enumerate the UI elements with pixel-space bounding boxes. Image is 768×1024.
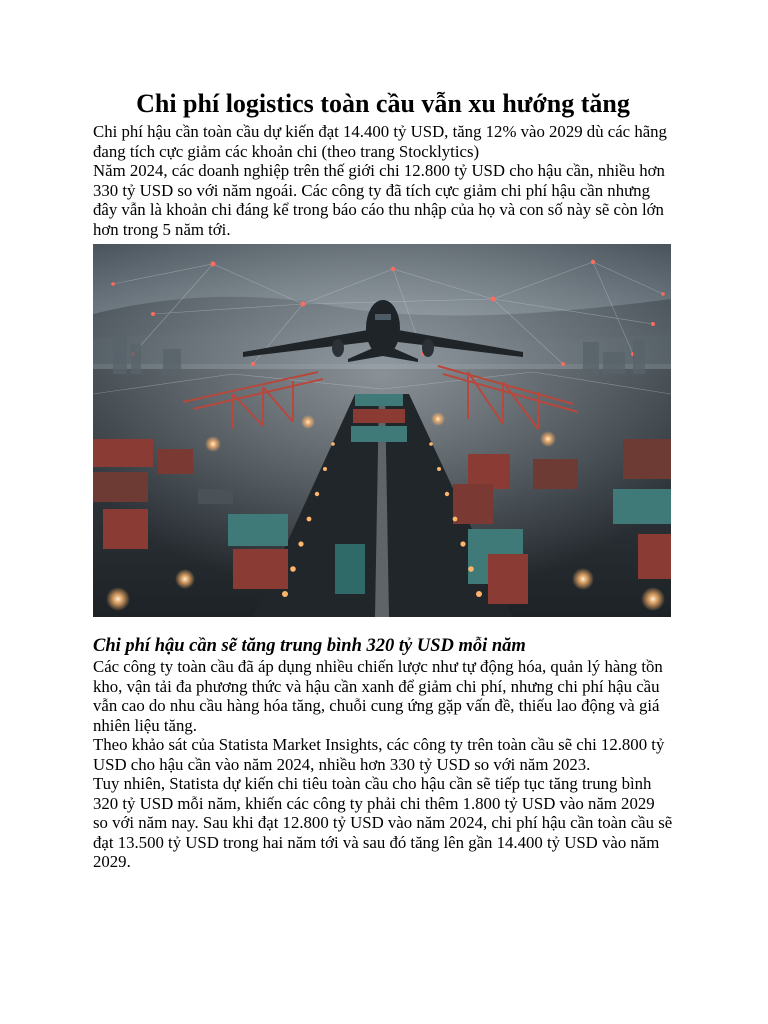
intro-paragraph-2: Năm 2024, các doanh nghiệp trên thế giới chi 12.800 tỷ USD cho hậu cần, nhiều hơn 330 tỷ USD so với năm ngoái. Các công ty đã tích cực giảm chi phí hậu cần nhưng đây vẫn là khoản chi đáng kể trong báo cáo thu nhập của họ và con số này sẽ còn lớn hơn trong 5 năm tới. [93, 161, 665, 239]
body-paragraph-3: Tuy nhiên, Statista dự kiến chi tiêu toàn cầu cho hậu cần sẽ tiếp tục tăng trung bình 320 tỷ USD mỗi năm, khiến các công ty phải chi thêm 1.800 tỷ USD vào năm 2029 so với năm nay. Sau khi đạt 12.800 tỷ USD vào năm 2024, chi phí hậu cần toàn cầu sẽ đạt 13.500 tỷ USD trong hai năm tới và sau đó tăng lên gần 14.400 tỷ USD vào năm 2029. [93, 774, 673, 871]
section-subheading: Chi phí hậu cần sẽ tăng trung bình 320 tỷ USD mỗi năm [93, 636, 526, 656]
intro-paragraph-1: Chi phí hậu cần toàn cầu dự kiến đạt 14.400 tỷ USD, tăng 12% vào 2029 dù các hãng đang tích cực giảm các khoản chi (theo trang Stocklytics) [93, 122, 667, 161]
body-paragraph-1: Các công ty toàn cầu đã áp dụng nhiều chiến lược như tự động hóa, quản lý hàng tồn kho, vận tải đa phương thức và hậu cần xanh để giảm chi phí, nhưng chi phí hậu cầu vẫn cao do nhu cầu hàng hóa tăng, chuỗi cung ứng gặp vấn đề, thiếu lao động và giá nhiên liệu tăng. [93, 657, 663, 735]
logistics-port-image [93, 244, 671, 617]
article-title: Chi phí logistics toàn cầu vẫn xu hướng tăng [136, 89, 630, 118]
body-paragraph-2: Theo khảo sát của Statista Market Insights, các công ty trên toàn cầu sẽ chi 12.800 tỷ USD cho hậu cần vào năm 2024, nhiều hơn 330 tỷ USD so với năm 2023. [93, 735, 665, 774]
document-page [93, 86, 673, 872]
